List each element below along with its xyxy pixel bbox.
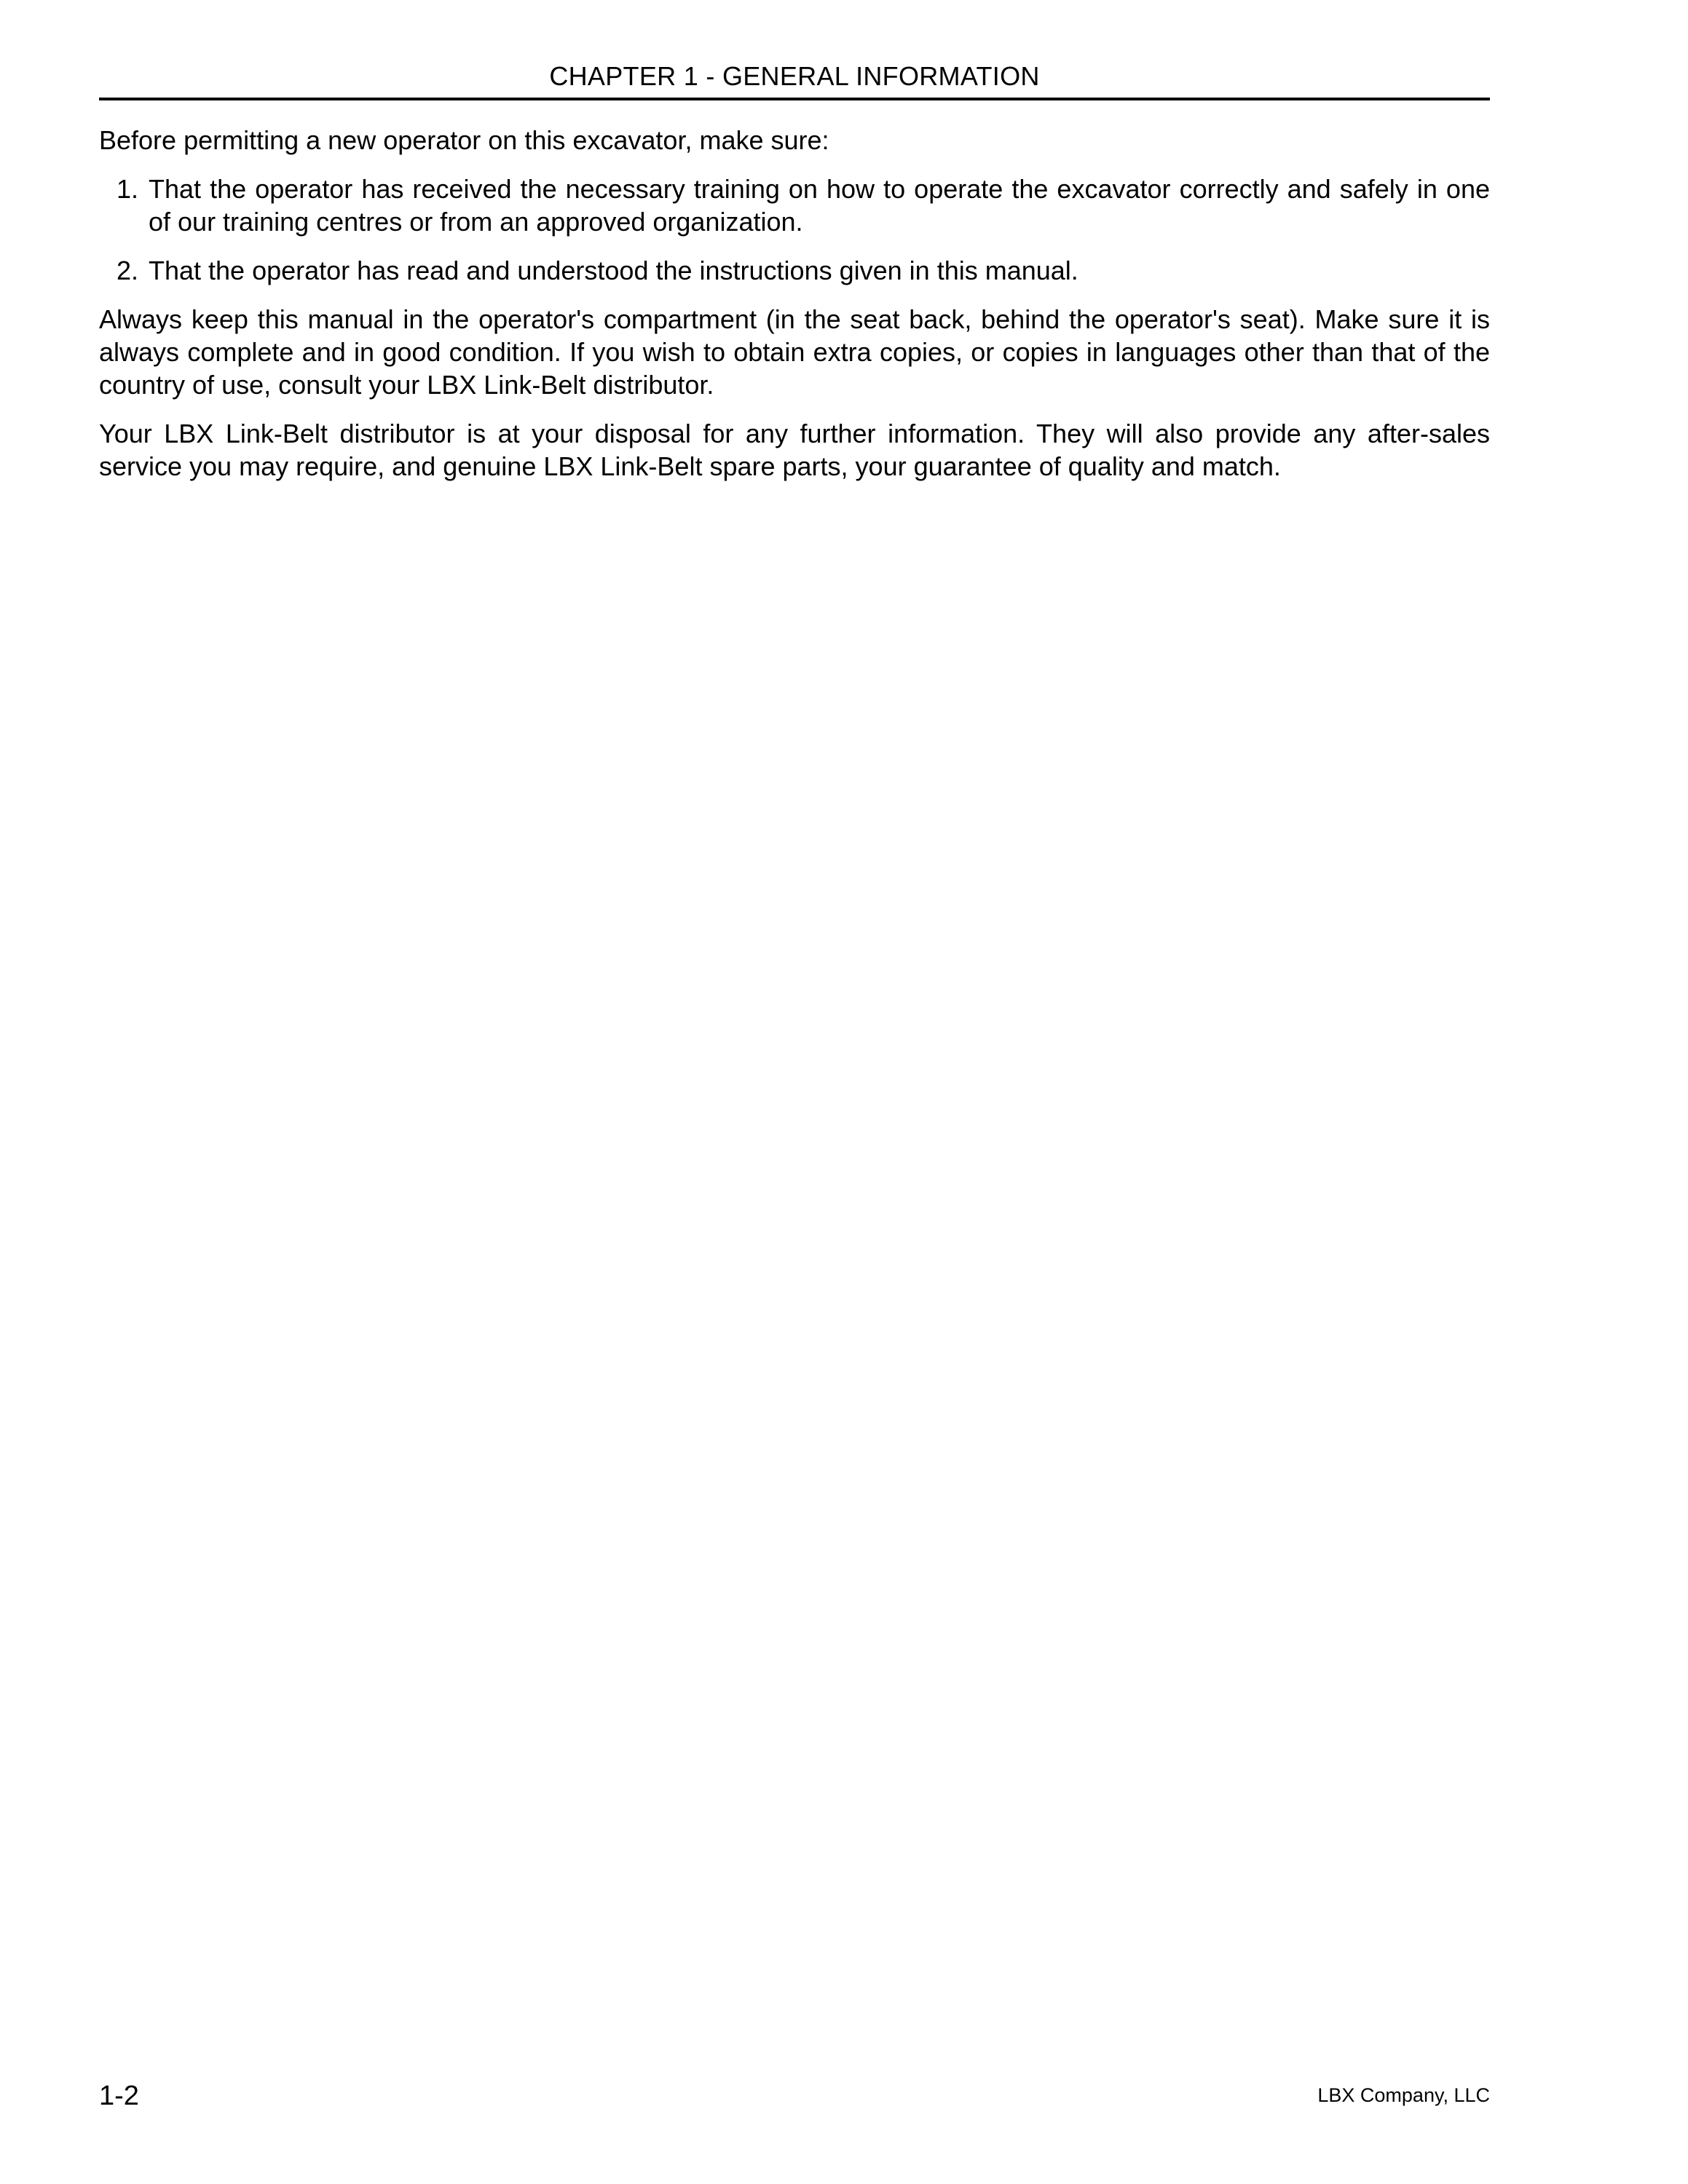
document-body [99,124,1490,499]
company-name: LBX Company, LLC [1317,2084,1490,2106]
intro-paragraph: Before permitting a new operator on this excavator, make sure: [99,125,829,155]
manual-storage-paragraph: Always keep this manual in the operator's compartment (in the seat back, behind the operator's seat). Make sure it is always complete and in good condition. If you wish to obtain extra copies, or copies in languages other than that of the country of use, consult your LBX Link-Belt distributor. [99,304,1490,400]
requirements-list [99,173,1490,287]
header-divider [99,98,1490,100]
list-item [99,173,1490,238]
list-item [99,254,1490,287]
list-item-number: 2. [117,256,139,285]
list-item-number: 1. [117,174,139,204]
chapter-header: CHAPTER 1 - GENERAL INFORMATION [549,61,1040,91]
list-item-text: That the operator has received the necessary training on how to operate the excavator correctly and safely in one of our training centres or from an approved organization. [149,174,1490,237]
distributor-paragraph: Your LBX Link-Belt distributor is at your disposal for any further information. They will also provide any after-sales service you may require, and genuine LBX Link-Belt spare parts, your guarantee of quality and match. [99,419,1490,481]
list-item-text: That the operator has read and understood the instructions given in this manual. [149,256,1078,285]
page-number: 1-2 [99,2081,139,2111]
